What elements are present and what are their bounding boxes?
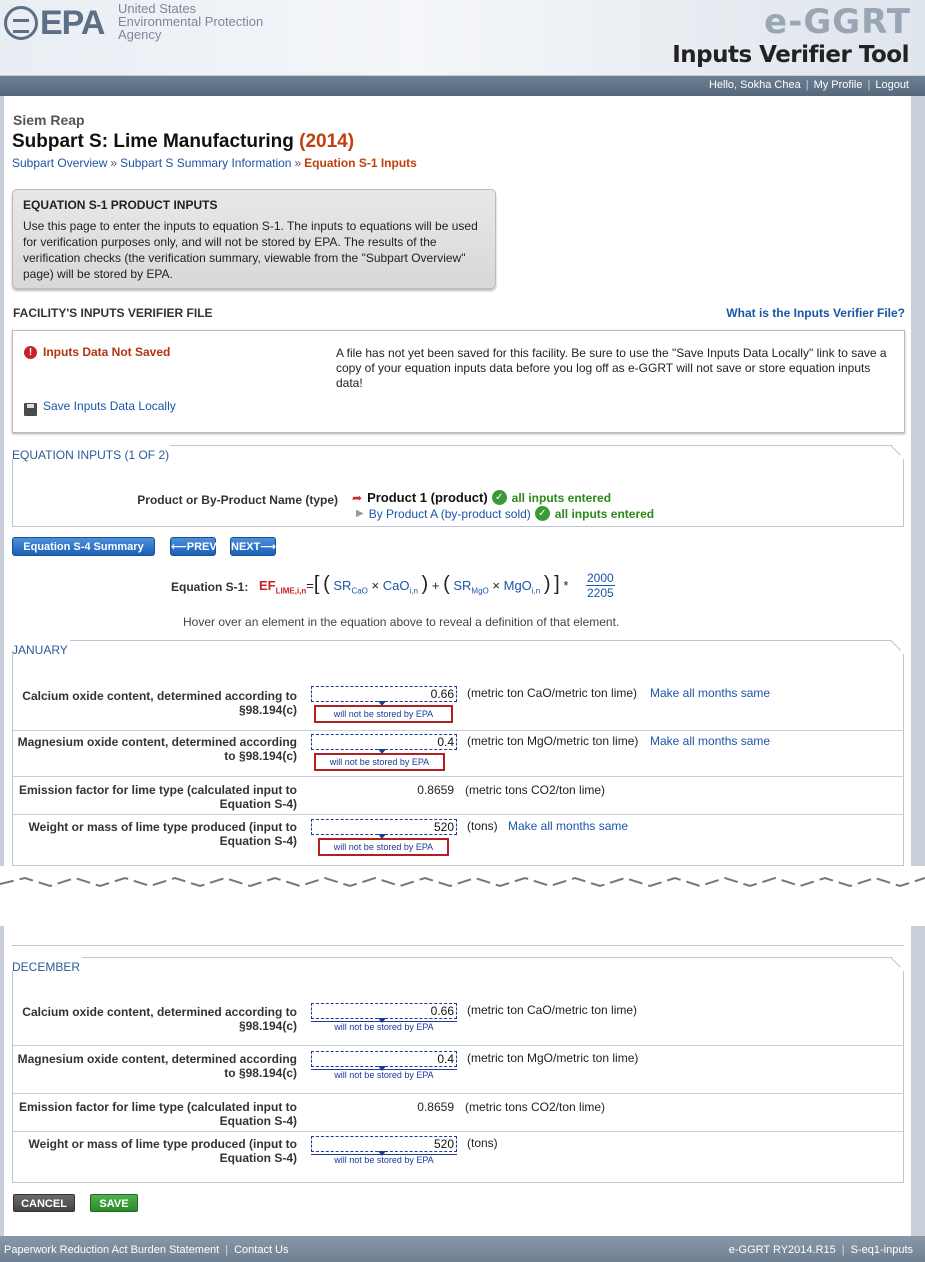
eq-paren-close: ) (421, 573, 429, 595)
box-border (82, 957, 892, 958)
cao-unit: (metric ton CaO/metric ton lime) (467, 1003, 638, 1017)
prev-label: PREV (186, 541, 217, 553)
eq-paren-close: ) (543, 573, 551, 595)
not-stored-note: will not be stored by EPA (311, 1021, 457, 1032)
make-all-months-same-link[interactable]: Make all months same (650, 734, 771, 748)
product-item-2[interactable] (356, 506, 654, 521)
equation-summary-button[interactable]: Equation S-4 Summary (12, 537, 155, 556)
eq-equals: = (306, 578, 314, 593)
user-bar: Hello, Sokha Chea | My Profile | Logout (0, 76, 925, 96)
product-arrow-icon: ▶ (356, 508, 364, 519)
product-status: all inputs entered (554, 506, 655, 521)
december-mgo-input[interactable]: 0.4 (311, 1051, 457, 1067)
instructions-title: EQUATION S-1 PRODUCT INPUTS (23, 198, 218, 212)
eq-ef-term[interactable] (259, 578, 307, 596)
eq-fraction-numerator: 2000 (587, 571, 614, 585)
agency-name (118, 2, 263, 41)
product-status: all inputs entered (511, 490, 612, 505)
eq-mgo-subscript[interactable]: i,n (531, 586, 541, 596)
breadcrumb-current: Equation S-1 Inputs (304, 156, 417, 170)
emission-factor-label: Emission factor for lime type (calculated input to Equation S-4) (18, 783, 297, 811)
not-stored-note: will not be stored by EPA (318, 838, 449, 856)
eq-sr-cao-symbol[interactable]: SR (333, 578, 352, 593)
mgo-unit: (metric ton MgO/metric ton lime) (467, 1051, 639, 1065)
not-stored-note: will not be stored by EPA (311, 1154, 457, 1165)
eq-conversion-fraction[interactable] (586, 571, 615, 600)
save-warning-message: A file has not yet been saved for this facility. Be sure to use the "Save Inputs Data Locally" link to save a copy of your equation inputs data before you log off as e-GGRT will not save or store equation inputs data! (336, 346, 887, 390)
save-status (24, 345, 170, 359)
instructions-box (12, 189, 496, 289)
box-border (12, 945, 904, 946)
eq-bracket-open: [ (313, 573, 320, 595)
not-stored-note: will not be stored by EPA (314, 753, 445, 771)
footer-left: Paperwork Reduction Act Burden Statement | Contact Us (4, 1244, 289, 1256)
eq-fraction-denominator: 2205 (587, 586, 614, 600)
emission-factor-label: Emission factor for lime type (calculated input to Equation S-4) (18, 1100, 297, 1128)
december-cao-input[interactable]: 0.66 (311, 1003, 457, 1019)
page-footer (0, 1236, 925, 1262)
agency-line-3: Agency (118, 27, 162, 42)
eq-paren-open: ( (443, 573, 450, 595)
cao-content-label: Calcium oxide content, determined according to §98.194(c) (22, 689, 297, 717)
app-brand: e-GGRT (764, 2, 911, 42)
current-product-arrow-icon: ➦ (352, 490, 363, 505)
make-all-months-same-link[interactable]: Make all months same (650, 686, 771, 700)
mgo-content-label: Magnesium oxide content, determined according to §98.194(c) (17, 735, 297, 763)
eq-star: * (563, 578, 569, 593)
arrow-right-icon: ⟶ (260, 541, 277, 553)
equation-s1 (259, 573, 568, 596)
eq-cao-symbol[interactable]: CaO (382, 578, 410, 593)
epa-wordmark: EPA (40, 4, 105, 42)
breadcrumb (12, 156, 417, 170)
emission-factor-unit: (metric tons CO2/ton lime) (465, 783, 606, 797)
page-title (12, 131, 354, 153)
lime-mass-label: Weight or mass of lime type produced (input to Equation S-4) (28, 1137, 297, 1165)
paperwork-reduction-link[interactable]: Paperwork Reduction Act Burden Statement (4, 1244, 220, 1256)
epa-seal-icon (4, 6, 38, 40)
app-tool-name: Inputs Verifier Tool (672, 42, 909, 68)
january-cao-input[interactable]: 0.66 (311, 686, 457, 702)
save-status-text: Inputs Data Not Saved (43, 345, 171, 359)
product-name[interactable]: By Product A (by-product sold) (368, 506, 531, 521)
box-border (70, 640, 892, 641)
page-title-text: Subpart S: Lime Manufacturing (12, 131, 294, 152)
eq-mgo-term[interactable] (503, 578, 541, 596)
save-button[interactable]: SAVE (90, 1194, 138, 1212)
cancel-button[interactable]: CANCEL (13, 1194, 75, 1212)
reporting-year: (2014) (299, 131, 355, 152)
eq-times: × (492, 578, 500, 593)
mass-unit: (tons) (467, 819, 498, 833)
floppy-disk-icon (24, 403, 37, 416)
breadcrumb-separator: » (110, 156, 118, 170)
eq-sr-cao-subscript[interactable]: CaO (351, 586, 368, 596)
facility-name: Siem Reap (13, 112, 85, 128)
equation-inputs-header: EQUATION INPUTS (1 OF 2) (12, 448, 170, 462)
checkmark-icon: ✓ (492, 490, 507, 505)
eq-sr-mgo-subscript[interactable]: MgO (471, 586, 489, 596)
agency-line-2: Environmental Protection (118, 14, 264, 29)
december-emission-factor-value: 0.8659 (417, 1100, 454, 1114)
footer-right: e-GGRT RY2014.R15 | S-eq1-inputs (728, 1244, 913, 1256)
box-border (170, 445, 892, 446)
error-icon: ! (24, 346, 37, 359)
breadcrumb-subpart-overview[interactable]: Subpart Overview (12, 156, 108, 170)
emission-factor-unit: (metric tons CO2/ton lime) (465, 1100, 606, 1114)
eq-bracket-close: ] (554, 573, 560, 595)
save-inputs-locally-label[interactable]: Save Inputs Data Locally (43, 399, 176, 413)
not-stored-note: will not be stored by EPA (314, 705, 453, 723)
eq-sr-mgo-term[interactable] (453, 578, 489, 596)
eq-sr-mgo-symbol[interactable]: SR (453, 578, 472, 593)
make-all-months-same-link[interactable]: Make all months same (508, 819, 629, 833)
page-break-torn-edge (0, 866, 925, 926)
january-mgo-input[interactable]: 0.4 (311, 734, 457, 750)
equation-label: Equation S-1: (171, 580, 249, 594)
agency-line-1: United States (118, 1, 197, 16)
breadcrumb-separator: » (294, 156, 302, 170)
eq-cao-term[interactable] (382, 578, 418, 596)
mass-unit: (tons) (467, 1136, 498, 1150)
arrow-left-icon: ⟵ (171, 541, 187, 553)
verifier-file-help-link[interactable]: What is the Inputs Verifier File? (726, 306, 905, 320)
logout-link[interactable]: Logout (875, 79, 909, 91)
app-version: e-GGRT RY2014.R15 (728, 1244, 836, 1256)
instructions-text: Use this page to enter the inputs to equation S-1. The inputs to equations will be used for verification purposes only, and will not be stored by EPA. The results of the verification checks (the verification summary, viewable from the "Subpart Overview" page) will be stored by EPA. (23, 219, 478, 281)
mgo-content-label: Magnesium oxide content, determined according to §98.194(c) (17, 1052, 297, 1080)
eq-mgo-symbol[interactable]: MgO (503, 578, 532, 593)
january-mass-input[interactable]: 520 (311, 819, 457, 835)
save-inputs-locally-link[interactable] (24, 399, 176, 413)
cao-unit: (metric ton CaO/metric ton lime) (467, 686, 638, 700)
next-label: NEXT (231, 541, 261, 553)
product-label: Product or By-Product Name (type) (137, 493, 338, 507)
eq-paren-open: ( (323, 573, 330, 595)
eq-sr-cao-term[interactable] (333, 578, 368, 596)
product-name[interactable]: Product 1 (product) (367, 490, 488, 505)
breadcrumb-subpart-summary[interactable]: Subpart S Summary Information (120, 156, 292, 170)
next-button[interactable] (230, 537, 276, 556)
month-header-december: DECEMBER (12, 960, 81, 974)
cao-content-label: Calcium oxide content, determined according to §98.194(c) (22, 1005, 297, 1033)
prev-button[interactable] (170, 537, 216, 556)
december-mass-input[interactable]: 520 (311, 1136, 457, 1152)
mgo-unit: (metric ton MgO/metric ton lime) (467, 734, 639, 748)
january-emission-factor-value: 0.8659 (417, 783, 454, 797)
eq-plus: + (431, 578, 440, 593)
not-stored-note: will not be stored by EPA (311, 1069, 457, 1080)
page-id: S-eq1-inputs (850, 1244, 913, 1256)
eq-ef-subscript[interactable]: LIME,i,n (275, 586, 307, 596)
site-header (0, 0, 925, 76)
lime-mass-label: Weight or mass of lime type produced (input to Equation S-4) (28, 820, 297, 848)
checkmark-icon: ✓ (535, 506, 550, 521)
user-greeting: Hello, Sokha Chea (708, 79, 801, 91)
month-header-january: JANUARY (12, 643, 68, 657)
product-item-1[interactable] (352, 490, 611, 505)
epa-logo[interactable] (4, 6, 104, 40)
equation-hover-note: Hover over an element in the equation above to reveal a definition of that element. (183, 615, 620, 629)
my-profile-link[interactable]: My Profile (813, 79, 863, 91)
verifier-file-title: FACILITY'S INPUTS VERIFIER FILE (13, 306, 213, 320)
contact-us-link[interactable]: Contact Us (234, 1244, 289, 1256)
eq-times: × (371, 578, 380, 593)
eq-cao-subscript[interactable]: i,n (409, 586, 418, 596)
eq-ef-symbol[interactable]: EF (259, 578, 276, 593)
